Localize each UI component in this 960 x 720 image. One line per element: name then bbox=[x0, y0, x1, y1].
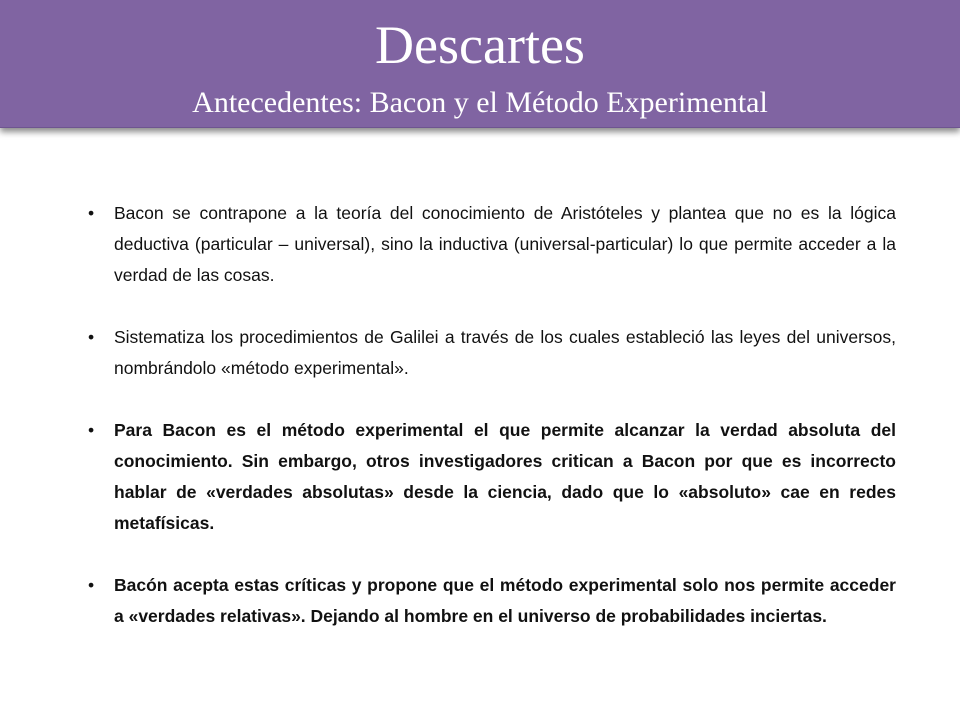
bullet-icon: • bbox=[88, 575, 95, 595]
bullet-item-induction bbox=[88, 198, 896, 291]
bullet-text: Bacón acepta estas críticas y propone que el método experimental solo nos permite acceder a «verdades relativas». Dejando al hombre en el universo de probabilidades inciertas. bbox=[114, 575, 896, 626]
title-banner bbox=[0, 0, 960, 128]
bullet-item-absolute-truth bbox=[88, 415, 896, 539]
slide-body bbox=[88, 198, 896, 663]
bullet-icon: • bbox=[88, 203, 95, 223]
bullet-text: Sistematiza los procedimientos de Galilei a través de los cuales estableció las leyes del universos, nombrándolo «método experimental». bbox=[114, 327, 896, 378]
bullet-icon: • bbox=[88, 420, 95, 440]
slide-subtitle: Antecedentes: Bacon y el Método Experimental bbox=[192, 86, 768, 119]
bullet-icon: • bbox=[88, 327, 95, 347]
bullet-list bbox=[88, 198, 896, 632]
bullet-item-relative-truth bbox=[88, 570, 896, 632]
bullet-item-galilei bbox=[88, 322, 896, 384]
bullet-text: Bacon se contrapone a la teoría del conocimiento de Aristóteles y plantea que no es la lógica deductiva (particular – universal), sino la inductiva (universal-particular) lo que permite acceder a la verdad de las cosas. bbox=[114, 203, 896, 285]
slide-title: Descartes bbox=[375, 15, 585, 75]
bullet-text: Para Bacon es el método experimental el que permite alcanzar la verdad absoluta del conocimiento. Sin embargo, otros investigadores critican a Bacon por que es incorrecto hablar de «verdades absolutas» desde la ciencia, dado que lo «absoluto» cae en redes metafísicas. bbox=[114, 420, 896, 533]
